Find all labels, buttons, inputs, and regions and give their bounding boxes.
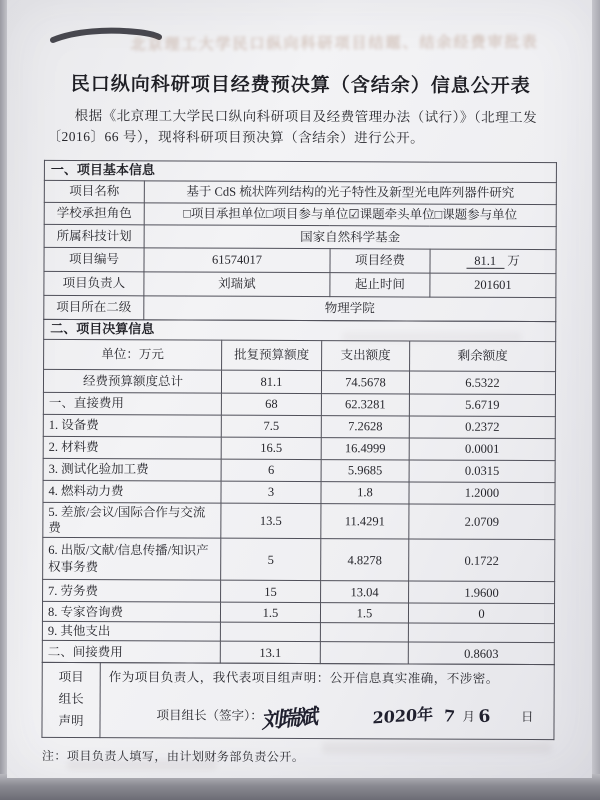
statement-label-line: 组长 bbox=[58, 692, 84, 707]
budget-row-publication bbox=[43, 538, 555, 582]
section-header-basic bbox=[44, 160, 556, 182]
spent-value bbox=[320, 623, 408, 643]
spent-value: 5.9685 bbox=[321, 459, 409, 481]
handwritten-month: 7 bbox=[442, 705, 456, 727]
remaining-value: 6.5322 bbox=[409, 371, 555, 395]
field-label: 项目所在二级 bbox=[44, 295, 144, 319]
statement-row bbox=[42, 663, 554, 740]
approved-value: 1.5 bbox=[220, 602, 320, 622]
budget-row-travel bbox=[43, 502, 555, 540]
photo-edge-right bbox=[592, 0, 600, 800]
row-project-name bbox=[44, 180, 556, 204]
row-label: 6. 出版/文献/信息传播/知识产权事务费 bbox=[43, 538, 221, 581]
budget-header-row bbox=[44, 339, 556, 371]
field-label: 所属科技计划 bbox=[44, 224, 144, 247]
funds-amount: 81.1 bbox=[466, 254, 504, 269]
section-header-budget bbox=[44, 319, 556, 341]
spent-value: 16.4999 bbox=[321, 437, 409, 459]
row-project-no bbox=[44, 247, 556, 273]
unit-label: 单位：万元 bbox=[44, 339, 222, 370]
project-name-value: 基于 CdS 梳状阵列结构的光子特性及新型光电阵列器件研究 bbox=[144, 181, 556, 205]
row-label: 经费预算额度总计 bbox=[43, 369, 221, 393]
budget-row-fuel bbox=[43, 480, 555, 504]
budget-table bbox=[42, 319, 557, 666]
remaining-value: 0.1722 bbox=[409, 539, 555, 582]
section-title: 二、项目决算信息 bbox=[44, 319, 556, 341]
row-role bbox=[44, 202, 556, 226]
handwritten-year: 2020年 bbox=[372, 704, 434, 728]
remaining-value: 1.9600 bbox=[409, 581, 555, 604]
spent-value bbox=[320, 642, 408, 664]
row-label: 二、间接费用 bbox=[42, 641, 220, 664]
field-label: 起止时间 bbox=[330, 272, 430, 296]
row-pi bbox=[44, 271, 556, 297]
spent-value: 1.8 bbox=[321, 481, 409, 503]
remaining-value: 1.2000 bbox=[409, 482, 555, 505]
remaining-value: 0 bbox=[408, 603, 554, 624]
column-header: 支出额度 bbox=[322, 340, 410, 370]
budget-row-consulting bbox=[42, 602, 554, 624]
column-header: 批复预算额度 bbox=[222, 340, 322, 370]
scanned-paper-sheet bbox=[7, 0, 592, 778]
row-label: 1. 设备费 bbox=[43, 414, 221, 437]
statement-table bbox=[41, 662, 554, 740]
approved-value: 6 bbox=[221, 459, 321, 481]
approved-value: 3 bbox=[221, 481, 321, 503]
approved-value: 68 bbox=[221, 393, 321, 415]
row-label: 2. 材料费 bbox=[43, 436, 221, 459]
field-label: 项目负责人 bbox=[44, 271, 144, 295]
footer-note: 注：项目负责人填写，由计划财务部负责公开。 bbox=[41, 748, 305, 764]
approved-value: 16.5 bbox=[221, 437, 321, 459]
row-label: 一、直接费用 bbox=[43, 392, 221, 415]
row-label: 9. 其他支出 bbox=[42, 622, 220, 642]
budget-row-testing bbox=[43, 458, 555, 482]
bleed-through-text: 北京理工大学民口纵向科研项目结题、结余经费审批表 bbox=[130, 33, 539, 54]
form-content bbox=[5, 0, 593, 766]
remaining-value: 2.0709 bbox=[409, 504, 555, 540]
remaining-value: 5.6719 bbox=[409, 394, 555, 417]
remaining-value: 0.2372 bbox=[409, 416, 555, 439]
statement-body bbox=[100, 663, 554, 740]
spent-value: 11.4291 bbox=[321, 503, 409, 539]
approved-value: 13.5 bbox=[221, 503, 321, 539]
field-label: 项目经费 bbox=[330, 248, 430, 272]
budget-row-direct bbox=[43, 392, 555, 416]
spent-value: 74.5678 bbox=[321, 370, 409, 393]
period-value: 201601 bbox=[430, 273, 556, 298]
basic-info-table bbox=[43, 160, 557, 322]
approved-value: 15 bbox=[221, 580, 321, 602]
budget-row-materials bbox=[43, 436, 555, 460]
remaining-value: 0.8603 bbox=[408, 642, 554, 665]
row-label: 7. 劳务费 bbox=[43, 580, 221, 603]
row-label: 8. 专家咨询费 bbox=[42, 602, 220, 623]
statement-text: 作为项目负责人，我代表项目组声明：公开信息真实准确，不涉密。 bbox=[108, 670, 499, 687]
form-title: 民口纵向科研项目经费预决算（含结余）信息公开表 bbox=[70, 73, 531, 98]
field-label: 学校承担角色 bbox=[44, 202, 144, 224]
pi-value: 刘瑞斌 bbox=[144, 272, 330, 297]
intro-paragraph: 根据《北京理工大学民口纵向科研项目及经费管理办法（试行）》（北理工发〔2016〕66 号），现将科研项目预决算（含结余）进行公开。 bbox=[47, 108, 538, 146]
spent-value: 7.2628 bbox=[321, 415, 409, 437]
spent-value: 62.3281 bbox=[321, 393, 409, 415]
dept-value: 物理学院 bbox=[144, 296, 556, 322]
role-checkboxes: □项目承担单位□项目参与单位☑课题牵头单位□课题参与单位 bbox=[144, 203, 556, 227]
budget-row-total bbox=[43, 369, 555, 394]
approved-value: 5 bbox=[221, 538, 321, 580]
column-header: 剩余额度 bbox=[410, 341, 556, 372]
spent-value: 4.8278 bbox=[321, 539, 409, 581]
handwritten-day: 6 bbox=[478, 706, 492, 728]
remaining-value: 0.0315 bbox=[409, 460, 555, 483]
signature-line bbox=[108, 702, 545, 731]
statement-label bbox=[42, 663, 100, 738]
row-label: 5. 差旅/会议/国际合作与交流费 bbox=[43, 502, 221, 538]
statement-label-line: 声明 bbox=[58, 714, 84, 729]
budget-row-indirect bbox=[42, 641, 554, 665]
handwritten-signature: 刘瑞斌 bbox=[261, 702, 319, 733]
section-title: 一、项目基本信息 bbox=[44, 160, 556, 182]
spent-value: 1.5 bbox=[320, 603, 408, 623]
budget-row-other bbox=[42, 622, 554, 643]
spent-value: 13.04 bbox=[321, 581, 409, 603]
row-label: 3. 测试化验加工费 bbox=[43, 458, 221, 481]
funds-unit: 万 bbox=[507, 254, 520, 269]
field-label: 项目编号 bbox=[44, 247, 144, 271]
approved-value: 13.1 bbox=[220, 642, 320, 664]
budget-row-labor bbox=[43, 580, 555, 604]
month-unit-label: 月 bbox=[462, 709, 476, 724]
program-value: 国家自然科学基金 bbox=[144, 225, 556, 250]
approved-value: 7.5 bbox=[221, 415, 321, 437]
statement-label-line: 项目 bbox=[58, 670, 84, 685]
field-label: 项目名称 bbox=[44, 180, 144, 202]
row-label: 4. 燃料动力费 bbox=[43, 480, 221, 503]
funds-value bbox=[430, 249, 556, 274]
budget-row-equipment bbox=[43, 414, 555, 438]
approved-value bbox=[220, 622, 320, 642]
sign-label: 项目组长（签字）： bbox=[156, 708, 263, 723]
day-unit-label: 日 bbox=[520, 710, 534, 725]
remaining-value bbox=[408, 623, 554, 643]
row-program bbox=[44, 224, 556, 249]
approved-value: 81.1 bbox=[221, 370, 321, 393]
row-dept bbox=[44, 295, 556, 321]
project-no-value: 61574017 bbox=[144, 248, 330, 273]
remaining-value: 0.0001 bbox=[409, 438, 555, 461]
